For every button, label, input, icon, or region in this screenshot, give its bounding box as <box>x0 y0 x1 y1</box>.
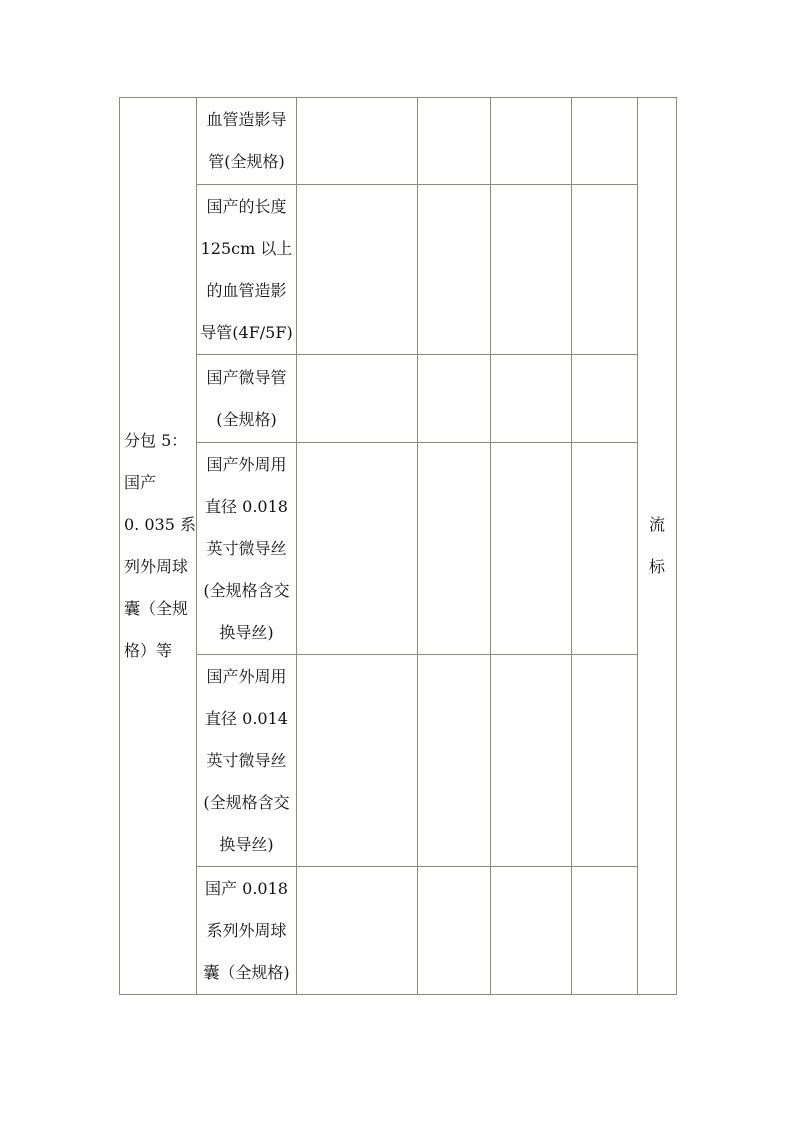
item-line: (全规格含交 <box>203 792 290 812</box>
item-line: 囊（全规格) <box>203 962 290 982</box>
item-cell <box>197 443 297 655</box>
empty-cell <box>572 443 638 655</box>
empty-cell <box>418 185 491 355</box>
table-row <box>120 185 677 355</box>
item-cell <box>197 355 297 443</box>
package-line: 格）等 <box>124 641 173 660</box>
item-cell <box>197 867 297 995</box>
item-line: 国产微导管 <box>206 367 287 387</box>
method-cell <box>638 98 677 995</box>
empty-cell <box>572 185 638 355</box>
item-line: 国产 0.018 <box>205 878 288 898</box>
item-line: 的血管造影 <box>206 280 287 300</box>
item-cell <box>197 98 297 185</box>
package-line: 列外周球 <box>124 557 189 576</box>
item-line: 管(全规格) <box>208 152 285 171</box>
empty-cell <box>297 867 418 995</box>
table-row <box>120 98 677 185</box>
item-line: 国产外周用 <box>206 666 287 686</box>
item-line: 导管(4F/5F) <box>200 322 293 342</box>
table-row <box>120 655 677 867</box>
item-cell <box>197 655 297 867</box>
empty-cell <box>572 655 638 867</box>
empty-cell <box>418 867 491 995</box>
empty-cell <box>491 98 572 185</box>
item-line: (全规格含交 <box>203 580 290 600</box>
empty-cell <box>297 443 418 655</box>
item-line: 国产外周用 <box>206 454 287 474</box>
empty-cell <box>491 443 572 655</box>
package-line: 国产 <box>124 473 157 492</box>
item-line: 国产的长度 <box>206 196 287 216</box>
item-line: 英寸微导丝 <box>206 538 287 558</box>
empty-cell <box>572 355 638 443</box>
empty-cell <box>418 655 491 867</box>
package-line: 囊（全规 <box>124 599 189 618</box>
empty-cell <box>491 655 572 867</box>
item-line: 125cm 以上 <box>200 238 293 258</box>
item-line: 英寸微导丝 <box>206 750 287 770</box>
empty-cell <box>491 185 572 355</box>
empty-cell <box>491 355 572 443</box>
empty-cell <box>297 655 418 867</box>
empty-cell <box>491 867 572 995</box>
empty-cell <box>297 98 418 185</box>
empty-cell <box>418 98 491 185</box>
method-line: 标 <box>648 557 665 576</box>
table-row <box>120 355 677 443</box>
item-line: 血管造影导 <box>206 110 287 129</box>
method-line: 流 <box>648 515 665 534</box>
package-line: 0. 035 系 <box>124 515 196 534</box>
table-row <box>120 443 677 655</box>
empty-cell <box>572 867 638 995</box>
item-cell <box>197 185 297 355</box>
procurement-table <box>119 97 677 995</box>
package-cell <box>120 98 197 995</box>
empty-cell <box>297 355 418 443</box>
empty-cell <box>297 185 418 355</box>
item-line: (全规格) <box>216 409 277 429</box>
item-line: 系列外周球 <box>206 920 287 940</box>
empty-cell <box>572 98 638 185</box>
item-line: 换导丝) <box>219 834 274 854</box>
table-row <box>120 867 677 995</box>
package-line: 分包 5： <box>124 431 188 450</box>
item-line: 换导丝) <box>219 622 274 642</box>
item-line: 直径 0.014 <box>205 708 288 728</box>
item-line: 直径 0.018 <box>205 496 288 516</box>
empty-cell <box>418 443 491 655</box>
empty-cell <box>418 355 491 443</box>
